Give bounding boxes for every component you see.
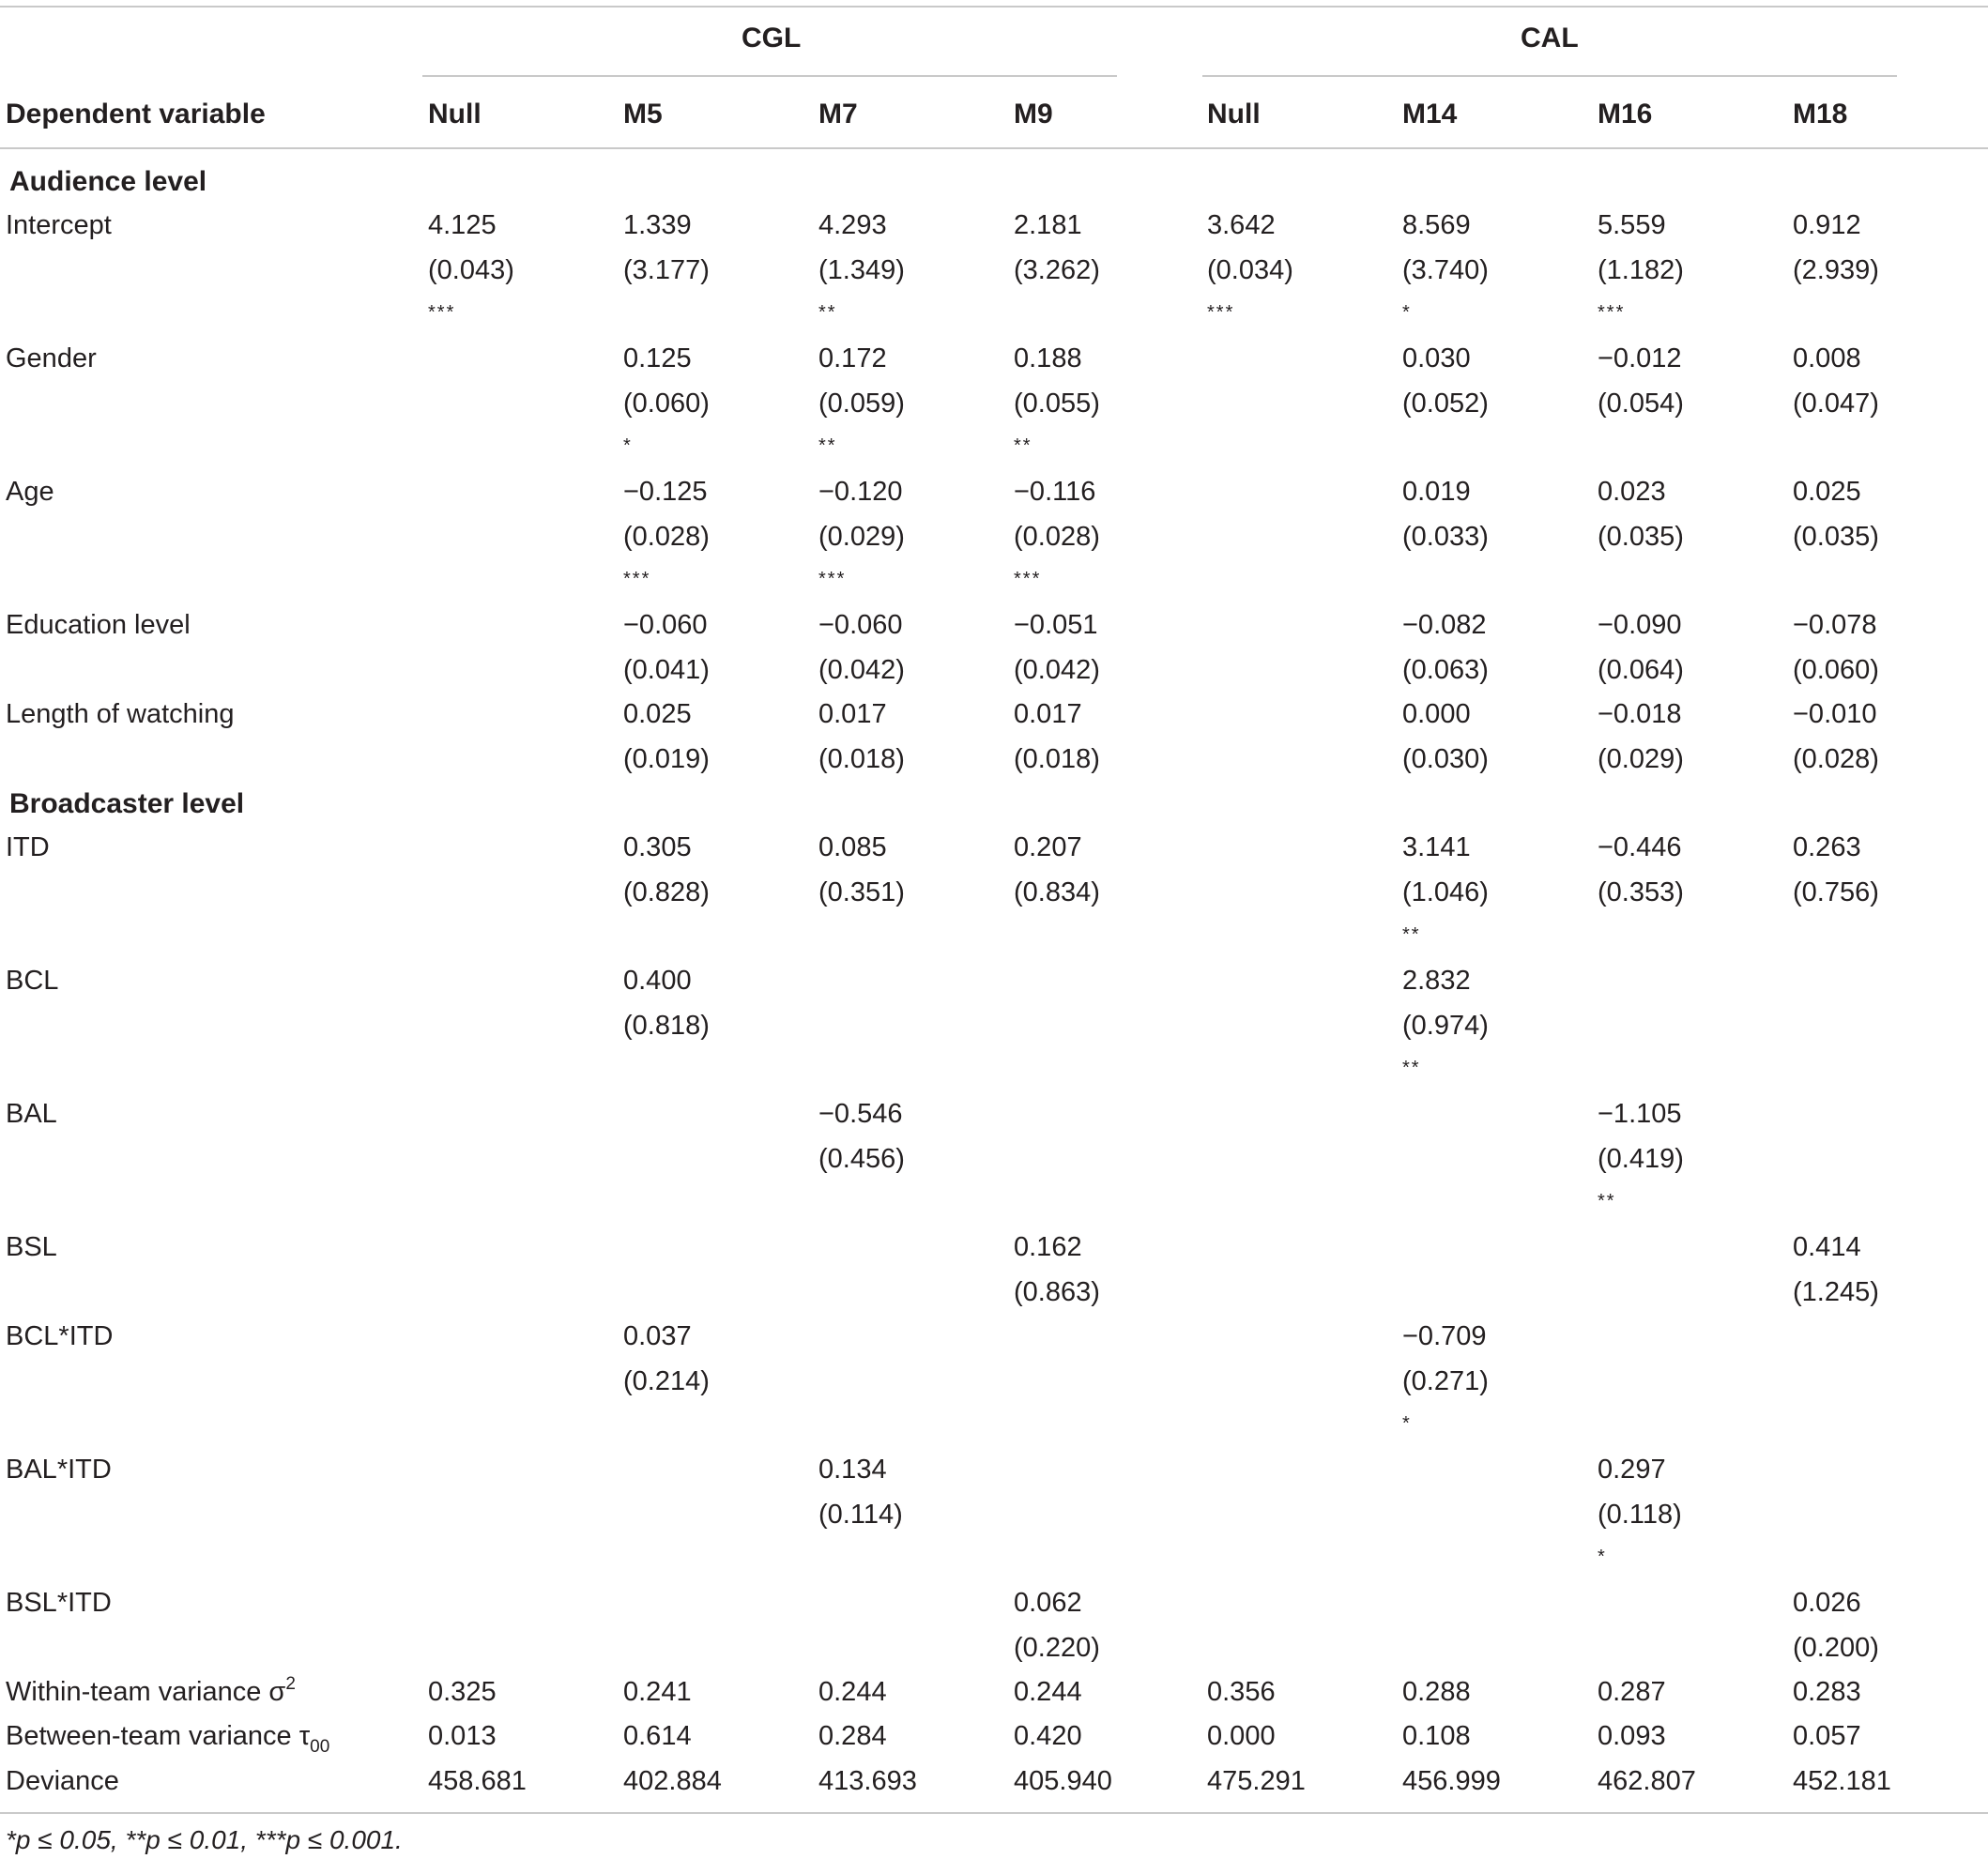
coefficient-value: 0.297 [1598,1455,1666,1485]
stat-value: 0.284 [818,1721,887,1751]
column-header: M5 [623,99,663,130]
coefficient-value: 0.188 [1014,343,1082,373]
stat-value: 0.241 [623,1677,692,1707]
coefficient-value: 4.293 [818,210,887,240]
column-header: M16 [1598,99,1653,130]
coefficient-value: 0.026 [1793,1588,1861,1618]
standard-error: (0.353) [1598,877,1684,907]
significance-stars: ** [1598,1191,1616,1211]
coefficient-value: −1.105 [1598,1099,1682,1129]
significance-stars: *** [818,569,847,589]
coefficient-value: 3.141 [1402,832,1471,862]
coefficient-value: 3.642 [1207,210,1276,240]
row-label: Education level [6,610,191,640]
coefficient-value: −0.546 [818,1099,903,1129]
standard-error: (0.018) [1014,744,1100,774]
coefficient-value: −0.018 [1598,699,1682,729]
coefficient-value: 0.085 [818,832,887,862]
coefficient-value: 0.030 [1402,343,1471,373]
standard-error: (0.064) [1598,655,1684,685]
group-header-cgl: CGL [742,23,802,53]
standard-error: (0.834) [1014,877,1100,907]
stat-label [6,1720,330,1757]
coefficient-value: 0.000 [1402,699,1471,729]
standard-error: (0.114) [818,1500,903,1530]
stat-value: 0.287 [1598,1677,1666,1707]
standard-error: (2.939) [1793,255,1879,285]
column-header: M7 [818,99,858,130]
stat-value: 0.244 [1014,1677,1082,1707]
row-label: BCL [6,966,59,996]
standard-error: (0.756) [1793,877,1879,907]
standard-error: (0.220) [1014,1633,1100,1663]
standard-error: (3.262) [1014,255,1100,285]
stat-value: 0.420 [1014,1721,1082,1751]
row-label: Age [6,477,54,507]
coefficient-value: 0.037 [623,1321,692,1351]
standard-error: (0.200) [1793,1633,1879,1663]
section-audience-level: Audience level [9,166,207,197]
coefficient-value: 0.017 [818,699,887,729]
group-header-cal: CAL [1521,23,1579,53]
coefficient-value: 1.339 [623,210,692,240]
coefficient-value: −0.010 [1793,699,1877,729]
coefficient-value: 0.023 [1598,477,1666,507]
stat-value: 0.108 [1402,1721,1471,1751]
coefficient-value: −0.446 [1598,832,1682,862]
coefficient-value: 0.414 [1793,1232,1861,1262]
standard-error: (1.349) [818,255,905,285]
standard-error: (0.118) [1598,1500,1682,1530]
stat-value: 405.940 [1014,1766,1112,1796]
standard-error: (1.046) [1402,877,1489,907]
standard-error: (0.419) [1598,1144,1684,1174]
significance-stars: ** [818,302,837,323]
stat-value: 0.614 [623,1721,692,1751]
standard-error: (0.028) [623,522,710,552]
coefficient-value: −0.060 [623,610,708,640]
row-label: Intercept [6,210,112,240]
coefficient-value: −0.051 [1014,610,1098,640]
significance-stars: * [1402,302,1412,323]
significance-stars: *** [1207,302,1235,323]
coefficient-value: 8.569 [1402,210,1471,240]
stat-label [6,1676,296,1708]
coefficient-value: 0.017 [1014,699,1082,729]
row-label: BSL*ITD [6,1588,112,1618]
row-label: BCL*ITD [6,1321,114,1351]
significance-stars: ** [1014,435,1032,456]
row-label: BSL [6,1232,57,1262]
stat-value: 456.999 [1402,1766,1501,1796]
coefficient-value: −0.125 [623,477,708,507]
coefficient-value: −0.090 [1598,610,1682,640]
standard-error: (0.863) [1014,1277,1100,1307]
standard-error: (0.974) [1402,1011,1489,1041]
significance-stars: * [623,435,633,456]
standard-error: (0.034) [1207,255,1293,285]
standard-error: (0.054) [1598,389,1684,419]
row-label: BAL*ITD [6,1455,112,1485]
significance-stars: *** [1014,569,1042,589]
standard-error: (0.828) [623,877,710,907]
stat-value: 458.681 [428,1766,527,1796]
coefficient-value: 0.125 [623,343,692,373]
stat-label-subscript: 00 [310,1737,330,1757]
coefficient-value: 0.207 [1014,832,1082,862]
stat-label-text: Deviance [6,1766,119,1796]
column-header: M18 [1793,99,1848,130]
significance-stars: ** [1402,924,1421,945]
standard-error: (0.028) [1793,744,1879,774]
standard-error: (0.047) [1793,389,1879,419]
standard-error: (0.214) [623,1366,710,1396]
stat-value: 402.884 [623,1766,722,1796]
coefficient-value: 0.263 [1793,832,1861,862]
coefficient-value: 0.025 [1793,477,1861,507]
stat-value: 413.693 [818,1766,917,1796]
significance-stars: *** [1598,302,1626,323]
cal-group-rule [1202,75,1897,77]
standard-error: (0.035) [1598,522,1684,552]
coefficient-value: −0.709 [1402,1321,1487,1351]
stat-value: 0.244 [818,1677,887,1707]
stat-value: 0.356 [1207,1677,1276,1707]
stat-value: 0.283 [1793,1677,1861,1707]
row-label: Gender [6,343,97,373]
standard-error: (0.063) [1402,655,1489,685]
stat-value: 0.093 [1598,1721,1666,1751]
top-rule [0,6,1988,8]
standard-error: (0.030) [1402,744,1489,774]
stat-label [6,1765,119,1797]
stat-value: 0.057 [1793,1721,1861,1751]
standard-error: (0.060) [1793,655,1879,685]
row-label: BAL [6,1099,57,1129]
significance-stars: ** [818,435,837,456]
coefficient-value: −0.082 [1402,610,1487,640]
stat-value: 452.181 [1793,1766,1891,1796]
standard-error: (1.245) [1793,1277,1879,1307]
coefficient-value: −0.060 [818,610,903,640]
coefficient-value: 5.559 [1598,210,1666,240]
column-header: Null [428,99,482,130]
coefficient-value: 0.008 [1793,343,1861,373]
standard-error: (0.019) [623,744,710,774]
coefficient-value: −0.116 [1014,477,1096,507]
standard-error: (0.271) [1402,1366,1489,1396]
stat-value: 0.000 [1207,1721,1276,1751]
stat-value: 462.807 [1598,1766,1696,1796]
coefficient-value: 0.172 [818,343,887,373]
significance-stars: *** [623,569,651,589]
coefficient-value: 0.912 [1793,210,1861,240]
coefficient-value: 0.019 [1402,477,1471,507]
stat-value: 475.291 [1207,1766,1306,1796]
coefficient-value: 0.305 [623,832,692,862]
standard-error: (0.043) [428,255,514,285]
standard-error: (0.456) [818,1144,905,1174]
standard-error: (0.818) [623,1011,710,1041]
column-header: M14 [1402,99,1458,130]
standard-error: (0.052) [1402,389,1489,419]
row-label: Length of watching [6,699,235,729]
standard-error: (0.059) [818,389,905,419]
stat-label-superscript: 2 [285,1674,296,1694]
standard-error: (0.042) [1014,655,1100,685]
standard-error: (0.035) [1793,522,1879,552]
bottom-rule [0,1812,1988,1814]
footnote: *p ≤ 0.05, **p ≤ 0.01, ***p ≤ 0.001. [6,1825,403,1854]
stat-value: 0.013 [428,1721,497,1751]
standard-error: (3.740) [1402,255,1489,285]
header-rule [0,147,1988,149]
coefficient-value: 0.162 [1014,1232,1082,1262]
coefficient-value: 0.062 [1014,1588,1082,1618]
significance-stars: *** [428,302,456,323]
standard-error: (0.029) [818,522,905,552]
coefficient-value: −0.078 [1793,610,1877,640]
row-label: ITD [6,832,50,862]
standard-error: (0.028) [1014,522,1100,552]
coefficient-value: 2.832 [1402,966,1471,996]
section-broadcaster-level: Broadcaster level [9,788,245,819]
stat-label-text: Within-team variance σ [6,1677,286,1707]
standard-error: (0.029) [1598,744,1684,774]
stat-label-text: Between-team variance τ [6,1721,311,1751]
standard-error: (0.351) [818,877,905,907]
significance-stars: * [1402,1413,1412,1434]
coefficient-value: 4.125 [428,210,497,240]
coefficient-value: 0.134 [818,1455,887,1485]
standard-error: (1.182) [1598,255,1684,285]
standard-error: (3.177) [623,255,710,285]
coefficient-value: −0.120 [818,477,903,507]
column-header: Null [1207,99,1261,130]
standard-error: (0.060) [623,389,710,419]
significance-stars: ** [1402,1058,1421,1078]
coefficient-value: −0.012 [1598,343,1682,373]
significance-stars: * [1598,1547,1607,1567]
stat-value: 0.288 [1402,1677,1471,1707]
standard-error: (0.055) [1014,389,1100,419]
column-header: M9 [1014,99,1053,130]
coefficient-value: 0.025 [623,699,692,729]
standard-error: (0.042) [818,655,905,685]
stat-value: 0.325 [428,1677,497,1707]
standard-error: (0.018) [818,744,905,774]
dependent-variable-header: Dependent variable [6,99,266,130]
coefficient-value: 0.400 [623,966,692,996]
standard-error: (0.033) [1402,522,1489,552]
coefficient-value: 2.181 [1014,210,1082,240]
standard-error: (0.041) [623,655,710,685]
cgl-group-rule [422,75,1117,77]
